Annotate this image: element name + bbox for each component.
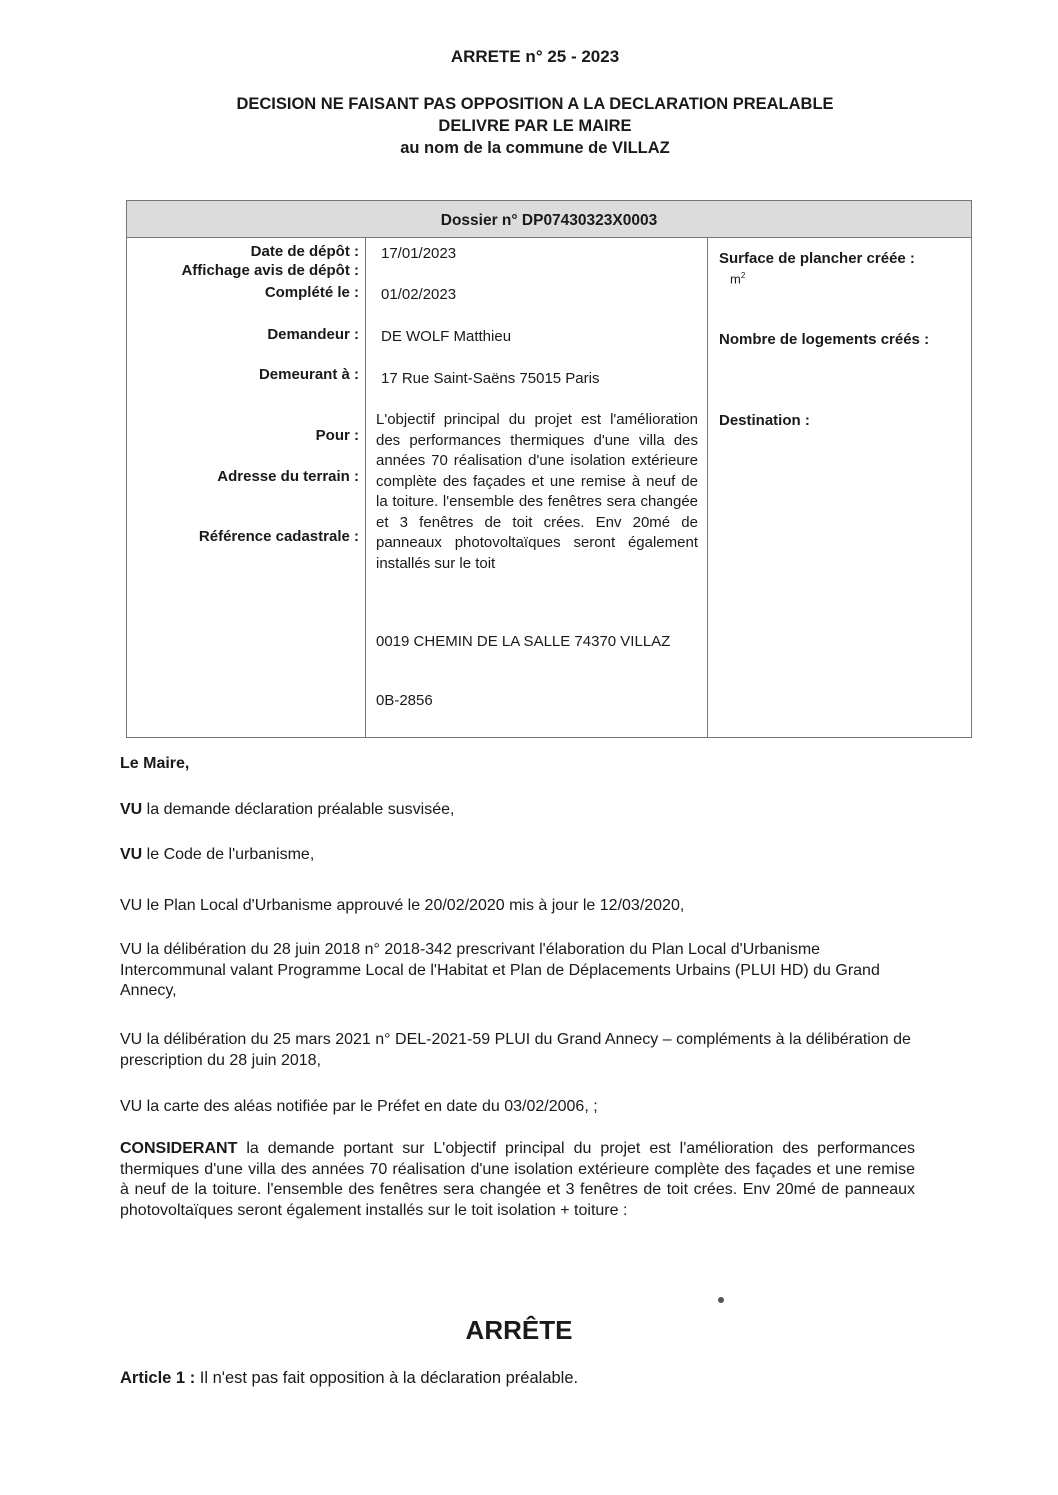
label-affichage: Affichage avis de dépôt : [181, 262, 359, 279]
value-demeurant: 17 Rue Saint-Saëns 75015 Paris [381, 370, 600, 387]
le-maire: Le Maire, [120, 755, 190, 772]
subtitle-line-1: DECISION NE FAISANT PAS OPPOSITION A LA DECLARATION PREALABLE [236, 95, 834, 113]
article-1-label: Article 1 : [120, 1369, 196, 1387]
vu-keyword: VU [120, 801, 143, 818]
vu-keyword: VU [120, 846, 143, 863]
surface-unit-m: m [730, 271, 741, 287]
column-divider [365, 237, 366, 737]
value-reference: 0B-2856 [376, 692, 433, 709]
value-pour: L'objectif principal du projet est l'amélioration des performances thermiques d'une villa des années 70 réalisation d'une isolation extérieure complète des façades et une remise à neuf de la toiture. l'ensemble des fenêtres sera changée et 3 fenêtres de toit crées. Env 20mé de panneaux photovoltaïques seront également installés sur le toit [376, 411, 698, 572]
document-subtitle [0, 93, 1058, 159]
vu-text: la demande déclaration préalable susvisée, [142, 801, 455, 818]
considerant-paragraph [120, 1139, 915, 1221]
dossier-heading: Dossier n° DP07430323X0003 [127, 201, 971, 238]
label-surface-plancher: Surface de plancher créée : [719, 250, 915, 267]
dossier-labels [127, 201, 359, 737]
label-complete: Complété le : [264, 284, 359, 301]
label-destination: Destination : [719, 412, 810, 429]
arrete-heading: ARRÊTE [465, 1315, 573, 1345]
subtitle-line-2: DELIVRE PAR LE MAIRE [438, 117, 632, 135]
label-demeurant: Demeurant à : [258, 366, 359, 383]
label-demandeur: Demandeur : [267, 326, 359, 343]
value-demandeur: DE WOLF Matthieu [381, 328, 512, 345]
subtitle-line-3: au nom de la commune de VILLAZ [400, 139, 670, 157]
article-1 [120, 1368, 915, 1389]
value-date-depot: 17/01/2023 [381, 245, 457, 262]
vu-paragraph-6: VU la carte des aléas notifiée par le Préfet en date du 03/02/2006, ; [120, 1098, 598, 1115]
label-adresse: Adresse du terrain : [217, 468, 359, 485]
considerant-keyword: CONSIDERANT [120, 1140, 238, 1157]
vu-paragraph-3: VU le Plan Local d'Urbanisme approuvé le 20/02/2020 mis à jour le 12/03/2020, [120, 897, 685, 914]
value-complete: 01/02/2023 [381, 286, 457, 303]
vu-text: le Code de l'urbanisme, [142, 846, 315, 863]
surface-unit [730, 271, 745, 286]
vu-paragraph-5: VU la délibération du 25 mars 2021 n° DEL-2021-59 PLUI du Grand Annecy – compléments à la délibération de prescription du 28 juin 2018, [120, 1031, 911, 1069]
surface-unit-exponent: 2 [740, 271, 746, 280]
dossier-table [126, 200, 972, 738]
considerant-text: la demande portant sur L'objectif principal du projet est l'amélioration des performances thermiques d'une villa des années 70 réalisation d'une isolation extérieure complète des façades et une remise à neuf de la toiture. l'ensemble des fenêtres sera changée et 3 fenêtres de toit crées. Env 20mé de panneaux photovoltaïques seront également installés sur le toit isolation + toiture : [120, 1140, 915, 1219]
document-title: ARRETE n° 25 - 2023 [450, 47, 620, 66]
value-adresse: 0019 CHEMIN DE LA SALLE 74370 VILLAZ [376, 633, 671, 650]
label-logements: Nombre de logements créés : [719, 331, 930, 348]
vu-paragraph-4: VU la délibération du 28 juin 2018 n° 2018-342 prescrivant l'élaboration du Plan Local d'Urbanisme Intercommunal valant Programme Local de l'Habitat et Plan de Déplacements Urbains (PLUI HD) du Grand Annecy, [120, 941, 880, 999]
column-divider [707, 237, 708, 737]
vu-paragraph-1 [120, 800, 915, 821]
scan-speck [718, 1297, 724, 1303]
vu-paragraph-2 [120, 845, 915, 866]
label-pour: Pour : [315, 427, 359, 444]
label-date-depot: Date de dépôt : [250, 243, 359, 260]
label-reference: Référence cadastrale : [198, 528, 359, 545]
article-1-text: Il n'est pas fait opposition à la déclaration préalable. [195, 1369, 579, 1387]
